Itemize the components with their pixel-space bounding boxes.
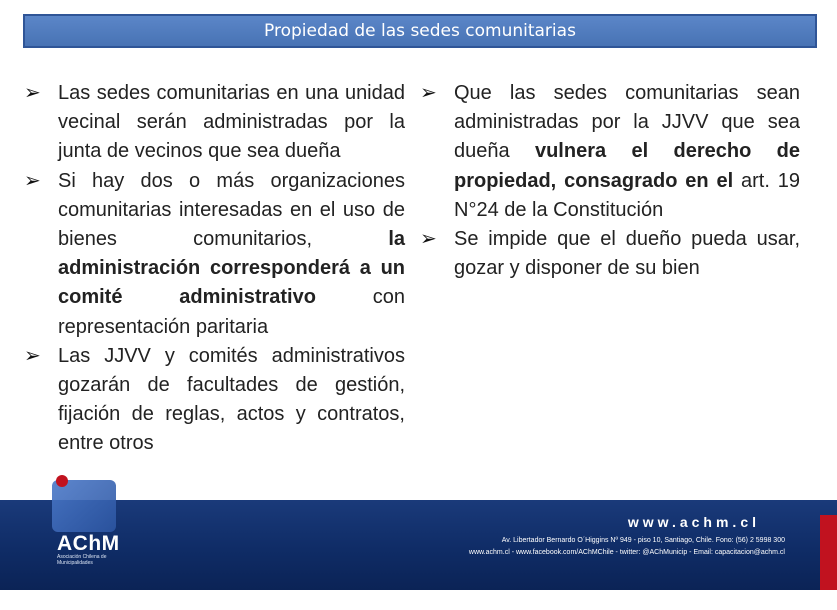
slide-title: Propiedad de las sedes comunitarias <box>23 14 817 48</box>
arrow-bullet-icon: ➢ <box>420 228 437 251</box>
bullet-text: Se impide que el dueño pueda usar, gozar y disponer de su bien <box>454 228 800 280</box>
bullet-text: art. 19 N°24 de la Constitución <box>454 169 800 221</box>
left-column <box>24 79 405 459</box>
bullet-text: con representación paritaria <box>58 286 405 338</box>
right-bullet-item <box>420 79 800 225</box>
left-bullet-item <box>24 79 405 167</box>
footer-bottom-strip <box>0 590 837 610</box>
left-bullet-list <box>24 79 405 459</box>
right-bullet-item <box>420 225 800 283</box>
left-bullet-item <box>24 167 405 342</box>
logo-subtitle: Asociación Chilena de Municipalidades <box>57 554 107 566</box>
right-bullet-list <box>420 79 800 283</box>
bullet-text: Las sedes comunitarias en una unidad vecinal serán administradas por la junta de vecinos que sea dueña <box>58 82 405 163</box>
logo-dot-icon <box>56 475 68 487</box>
logo-text: AChM <box>57 532 120 555</box>
left-bullet-item <box>24 342 405 459</box>
bullet-text: Las JJVV y comités administrativos gozarán de facultades de gestión, fijación de reglas, actos y contratos, entre otros <box>58 344 405 455</box>
arrow-bullet-icon: ➢ <box>24 344 41 367</box>
red-accent-bar <box>820 515 837 590</box>
footer-contact: www.achm.cl - www.facebook.com/AChMChile - twitter: @AChMunicip - Email: capacitacion@achm.cl <box>468 549 785 556</box>
arrow-bullet-icon: ➢ <box>24 82 41 104</box>
arrow-bullet-icon: ➢ <box>420 82 437 104</box>
arrow-bullet-icon: ➢ <box>24 169 41 192</box>
right-column <box>420 79 800 283</box>
footer-website: www.achm.cl <box>627 514 760 530</box>
bullet-text: Si hay dos o más organizaciones comunitarias interesadas en el uso de bienes comunitarios, <box>58 169 405 251</box>
bullet-text: Que las sedes comunitarias sean administradas por la JJVV que sea dueña <box>454 82 800 163</box>
footer-address: Av. Libertador Bernardo O´Higgins Nº 949 - piso 10, Santiago, Chile. Fono: (56) 2 5998 300 <box>501 537 785 544</box>
bullet-text-bold: la administración corresponderá a un comité administrativo <box>58 228 405 309</box>
bullet-text-bold: vulnera el derecho de propiedad, consagrado en el <box>454 140 800 192</box>
achm-logo-icon <box>52 480 116 532</box>
